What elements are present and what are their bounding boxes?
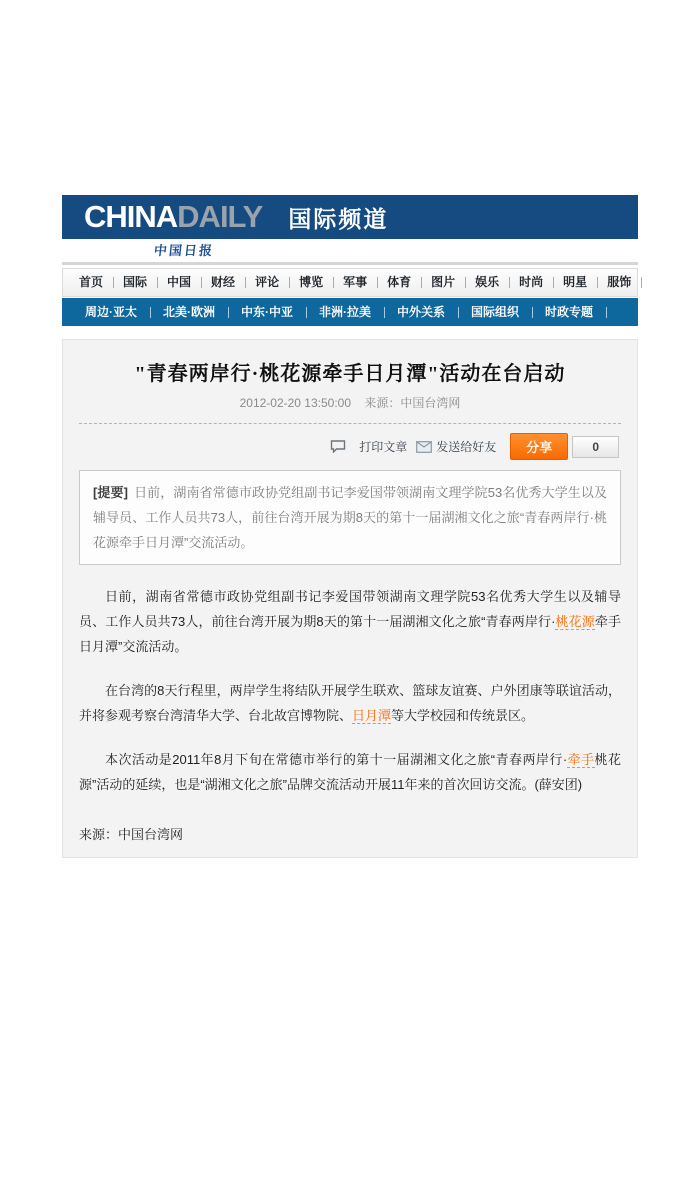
china-daily-cn-logo: 中国日报 <box>153 243 215 258</box>
nav-item-china[interactable]: 中国 <box>157 269 201 296</box>
summary-text: 日前，湖南省常德市政协党组副书记李爱国带领湖南文理学院53名优秀大学生以及辅导员、工作人员共73人，前往台湾开展为期8天的第十一届湖湘文化之旅“青春两岸行·桃花源牵手日月潭”交流活动。 <box>93 485 607 550</box>
paragraph-2 <box>79 678 621 728</box>
print-article-label: 打印文章 <box>359 440 408 454</box>
send-to-friend-label: 发送给好友 <box>436 440 497 454</box>
paragraph-3 <box>79 747 621 797</box>
send-to-friend-button[interactable] <box>416 438 496 455</box>
comment-button[interactable] <box>330 440 350 453</box>
summary-tag: [提要] <box>93 485 128 500</box>
publish-datetime: 2012-02-20 13:50:00 <box>239 396 352 410</box>
article-meta <box>79 394 621 424</box>
source-label: 来源：中国台湾网 <box>364 396 461 410</box>
nav-item-star[interactable]: 明星 <box>553 269 597 296</box>
nav-item-home[interactable]: 首页 <box>69 269 113 296</box>
nav-item-america-europe[interactable]: 北美·欧洲 <box>150 298 228 326</box>
qianshou-link[interactable]: 牵手 <box>567 752 595 767</box>
nav-item-mideast[interactable]: 中东·中亚 <box>228 298 306 326</box>
paragraph-3-text-a: 本次活动是2011年8月下旬在常德市举行的第十一届湖湘文化之旅“青春两岸行· <box>105 752 568 767</box>
nav-item-clothing[interactable]: 服饰 <box>597 269 641 296</box>
envelope-icon <box>416 441 432 453</box>
paragraph-1-text-a: 日前，湖南省常德市政协党组副书记李爱国带领湖南文理学院53名优秀大学生以及辅导员、工作人员共73人，前往台湾开展为期8天的第十一届湖湘文化之旅“青春两岸行· <box>79 589 621 629</box>
primary-nav <box>62 268 638 297</box>
divider-bar <box>62 262 638 265</box>
paragraph-3-text-b: 桃花源”活动的延续，也是“湖湘文化之旅”品牌交流活动开展11年来的首次回访交流。(薛安团) <box>79 752 621 792</box>
nav-item-fashion[interactable]: 时尚 <box>509 269 553 296</box>
nav-item-military[interactable]: 军事 <box>333 269 377 296</box>
paragraph-1 <box>79 584 621 659</box>
brand-daily: DAILY <box>177 199 263 234</box>
paragraph-2-text-b: 等大学校园和传统景区。 <box>391 708 535 723</box>
logo-strip <box>62 239 638 262</box>
nav-item-intl-org[interactable]: 国际组织 <box>458 298 532 326</box>
article-toolbar <box>79 433 619 460</box>
nav-item-china-foreign[interactable]: 中外关系 <box>384 298 458 326</box>
sun-moon-lake-link[interactable]: 日月潭 <box>352 708 392 723</box>
nav-item-sports[interactable]: 体育 <box>377 269 421 296</box>
print-article-button[interactable] <box>359 438 407 455</box>
article-content-area <box>62 339 638 858</box>
nav-item-world[interactable]: 国际 <box>113 269 157 296</box>
footer-source: 来源：中国台湾网 <box>79 827 184 842</box>
nav-item-politics-special[interactable]: 时政专题 <box>532 298 606 326</box>
comment-icon <box>330 440 346 453</box>
brand-china: CHINA <box>84 199 178 234</box>
article-summary-box <box>79 470 621 565</box>
chinadaily-logo[interactable] <box>84 195 262 239</box>
article-title: "青春两岸行·桃花源牵手日月潭"活动在台启动 <box>134 363 566 385</box>
paragraph-2-text-a: 在台湾的8天行程里，两岸学生将结队开展学生联欢、篮球友谊赛、户外团康等联谊活动，并将参观考察台湾清华大学、台北故宫博物院、 <box>79 683 621 723</box>
secondary-nav <box>62 298 638 326</box>
share-count-badge[interactable]: 0 <box>572 436 619 458</box>
nav-item-business[interactable]: 财经 <box>201 269 245 296</box>
nav-item-opinion[interactable]: 评论 <box>245 269 289 296</box>
channel-title: 国际频道 <box>288 205 389 232</box>
share-button[interactable]: 分享 <box>510 433 568 460</box>
nav-item-asia-pacific[interactable]: 周边·亚太 <box>72 298 150 326</box>
nav-item-bolan[interactable]: 博览 <box>289 269 333 296</box>
nav-item-entertainment[interactable]: 娱乐 <box>465 269 509 296</box>
nav-item-photo[interactable]: 图片 <box>421 269 465 296</box>
page-container <box>62 195 638 858</box>
nav-item-africa-latam[interactable]: 非洲·拉美 <box>306 298 384 326</box>
article-body <box>79 584 621 797</box>
masthead-banner <box>62 195 638 239</box>
taohuayuan-link[interactable]: 桃花源 <box>555 614 595 629</box>
paragraph-1-text-b: 牵手日月潭”交流活动。 <box>79 614 621 654</box>
